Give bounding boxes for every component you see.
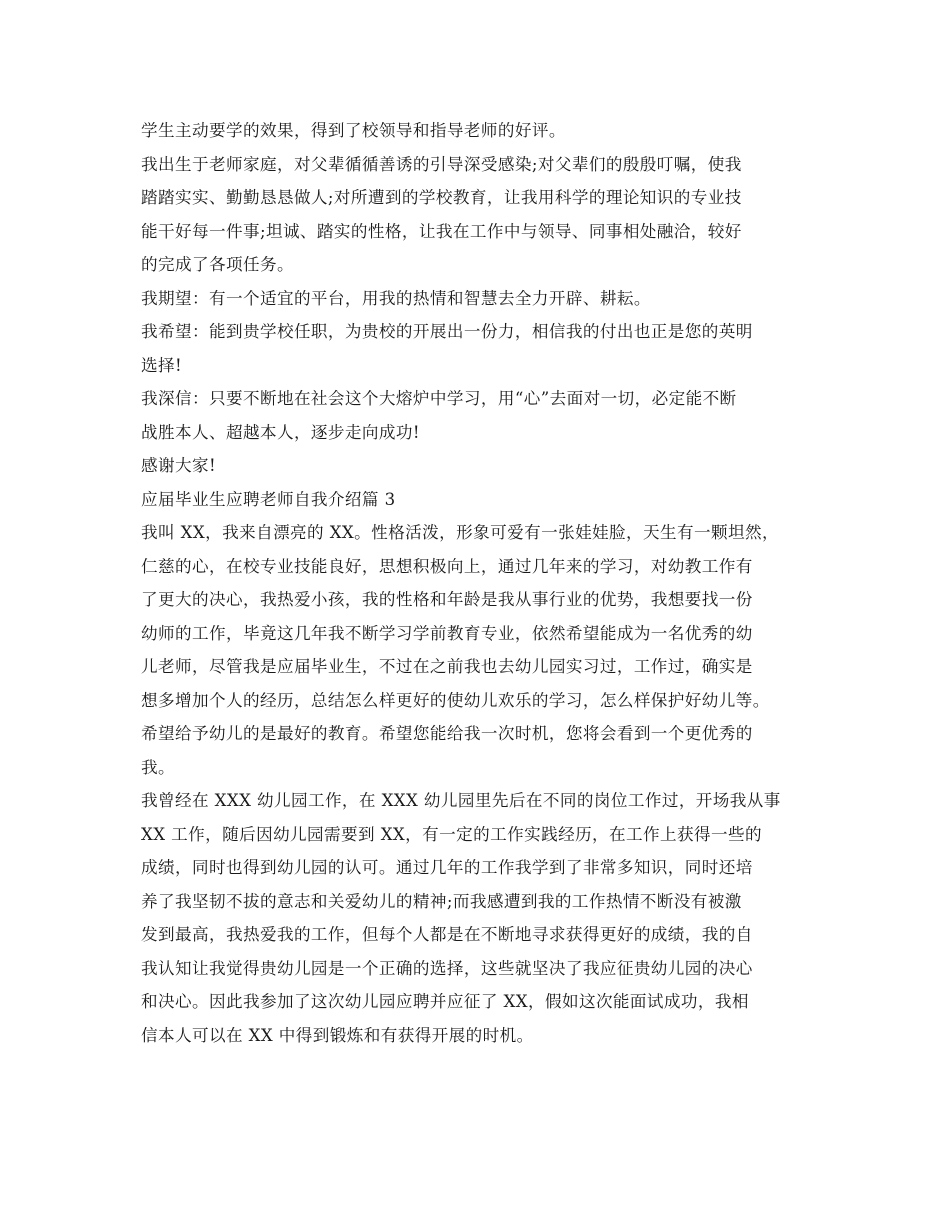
text-line: 感谢大家! [141,456,217,475]
text-line: 我曾经在 XXX 幼儿园工作，在 XXX 幼儿园里先后在不同的岗位工作过，开场我从事 [141,791,781,810]
text-line: 儿老师，尽管我是应届毕业生，不过在之前我也去幼儿园实习过，工作过，确实是 [141,657,753,676]
text-line: 和决心。因此我参加了这次幼儿园应聘并应征了 XX，假如这次能面试成功，我相 [141,992,749,1011]
text-line: 我深信：只要不断地在社会这个大熔炉中学习，用“心”去面对一切，必定能不断 [141,389,737,408]
text-line: 发到最高，我热爱我的工作，但每个人都是在不断地寻求获得更好的成绩，我的自 [141,925,753,944]
text-line: 信本人可以在 XX 中得到锻炼和有获得开展的时机。 [141,1025,534,1045]
document-body [141,114,813,1052]
text-line: 想多增加个人的经历，总结怎么样更好的使幼儿欢乐的学习，怎么样保护好幼儿等。 [141,690,770,710]
text-line: 了更大的决心，我热爱小孩，我的性格和年龄是我从事行业的优势，我想要找一份 [141,590,753,609]
text-line: XX 工作，随后因幼儿园需要到 XX，有一定的工作实践经历，在工作上获得一些的 [141,824,762,844]
text-line: 的完成了各项任务。 [141,255,294,274]
text-line: 学生主动要学的效果，得到了校领导和指导老师的好评。 [141,121,566,140]
text-line: 我认知让我觉得贵幼儿园是一个正确的选择，这些就坚决了我应征贵幼儿园的决心 [141,958,753,978]
text-line: 战胜本人、超越本人，逐步走向成功! [141,422,420,442]
text-line: 踏踏实实、勤勤恳恳做人;对所遭到的学校教育，让我用科学的理论知识的专业技 [141,188,742,207]
text-line: 我。 [141,757,175,777]
text-line: 我期望：有一个适宜的平台，用我的热情和智慧去全力开辟、耕耘。 [141,288,651,308]
text-line: 幼师的工作，毕竟这几年我不断学习学前教育专业，依然希望能成为一名优秀的幼 [141,623,753,643]
text-line: 成绩，同时也得到幼儿园的认可。通过几年的工作我学到了非常多知识，同时还培 [141,858,753,877]
text-line: 我希望：能到贵学校任职，为贵校的开展出一份力，相信我的付出也正是您的英明 [141,322,753,341]
text-line: 仁慈的心，在校专业技能良好，思想积极向上，通过几年来的学习，对幼教工作有 [141,556,753,576]
text-line: 选择! [141,355,183,375]
text-line: 希望给予幼儿的是最好的教育。希望您能给我一次时机，您将会看到一个更优秀的 [141,724,753,743]
text-line: 我出生于老师家庭，对父辈循循善诱的引导深受感染;对父辈们的殷殷叮嘱，使我 [141,154,742,174]
section-heading: 应届毕业生应聘老师自我介绍篇 3 [141,489,396,509]
text-line: 能干好每一件事;坦诚、踏实的性格，让我在工作中与领导、同事相处融洽，较好 [141,221,742,241]
text-line: 我叫 XX，我来自漂亮的 XX。性格活泼，形象可爱有一张娃娃脸，天生有一颗坦然， [141,523,779,542]
text-line: 养了我坚韧不拔的意志和关爱幼儿的精神;而我感遭到我的工作热情不断没有被激 [141,891,742,911]
